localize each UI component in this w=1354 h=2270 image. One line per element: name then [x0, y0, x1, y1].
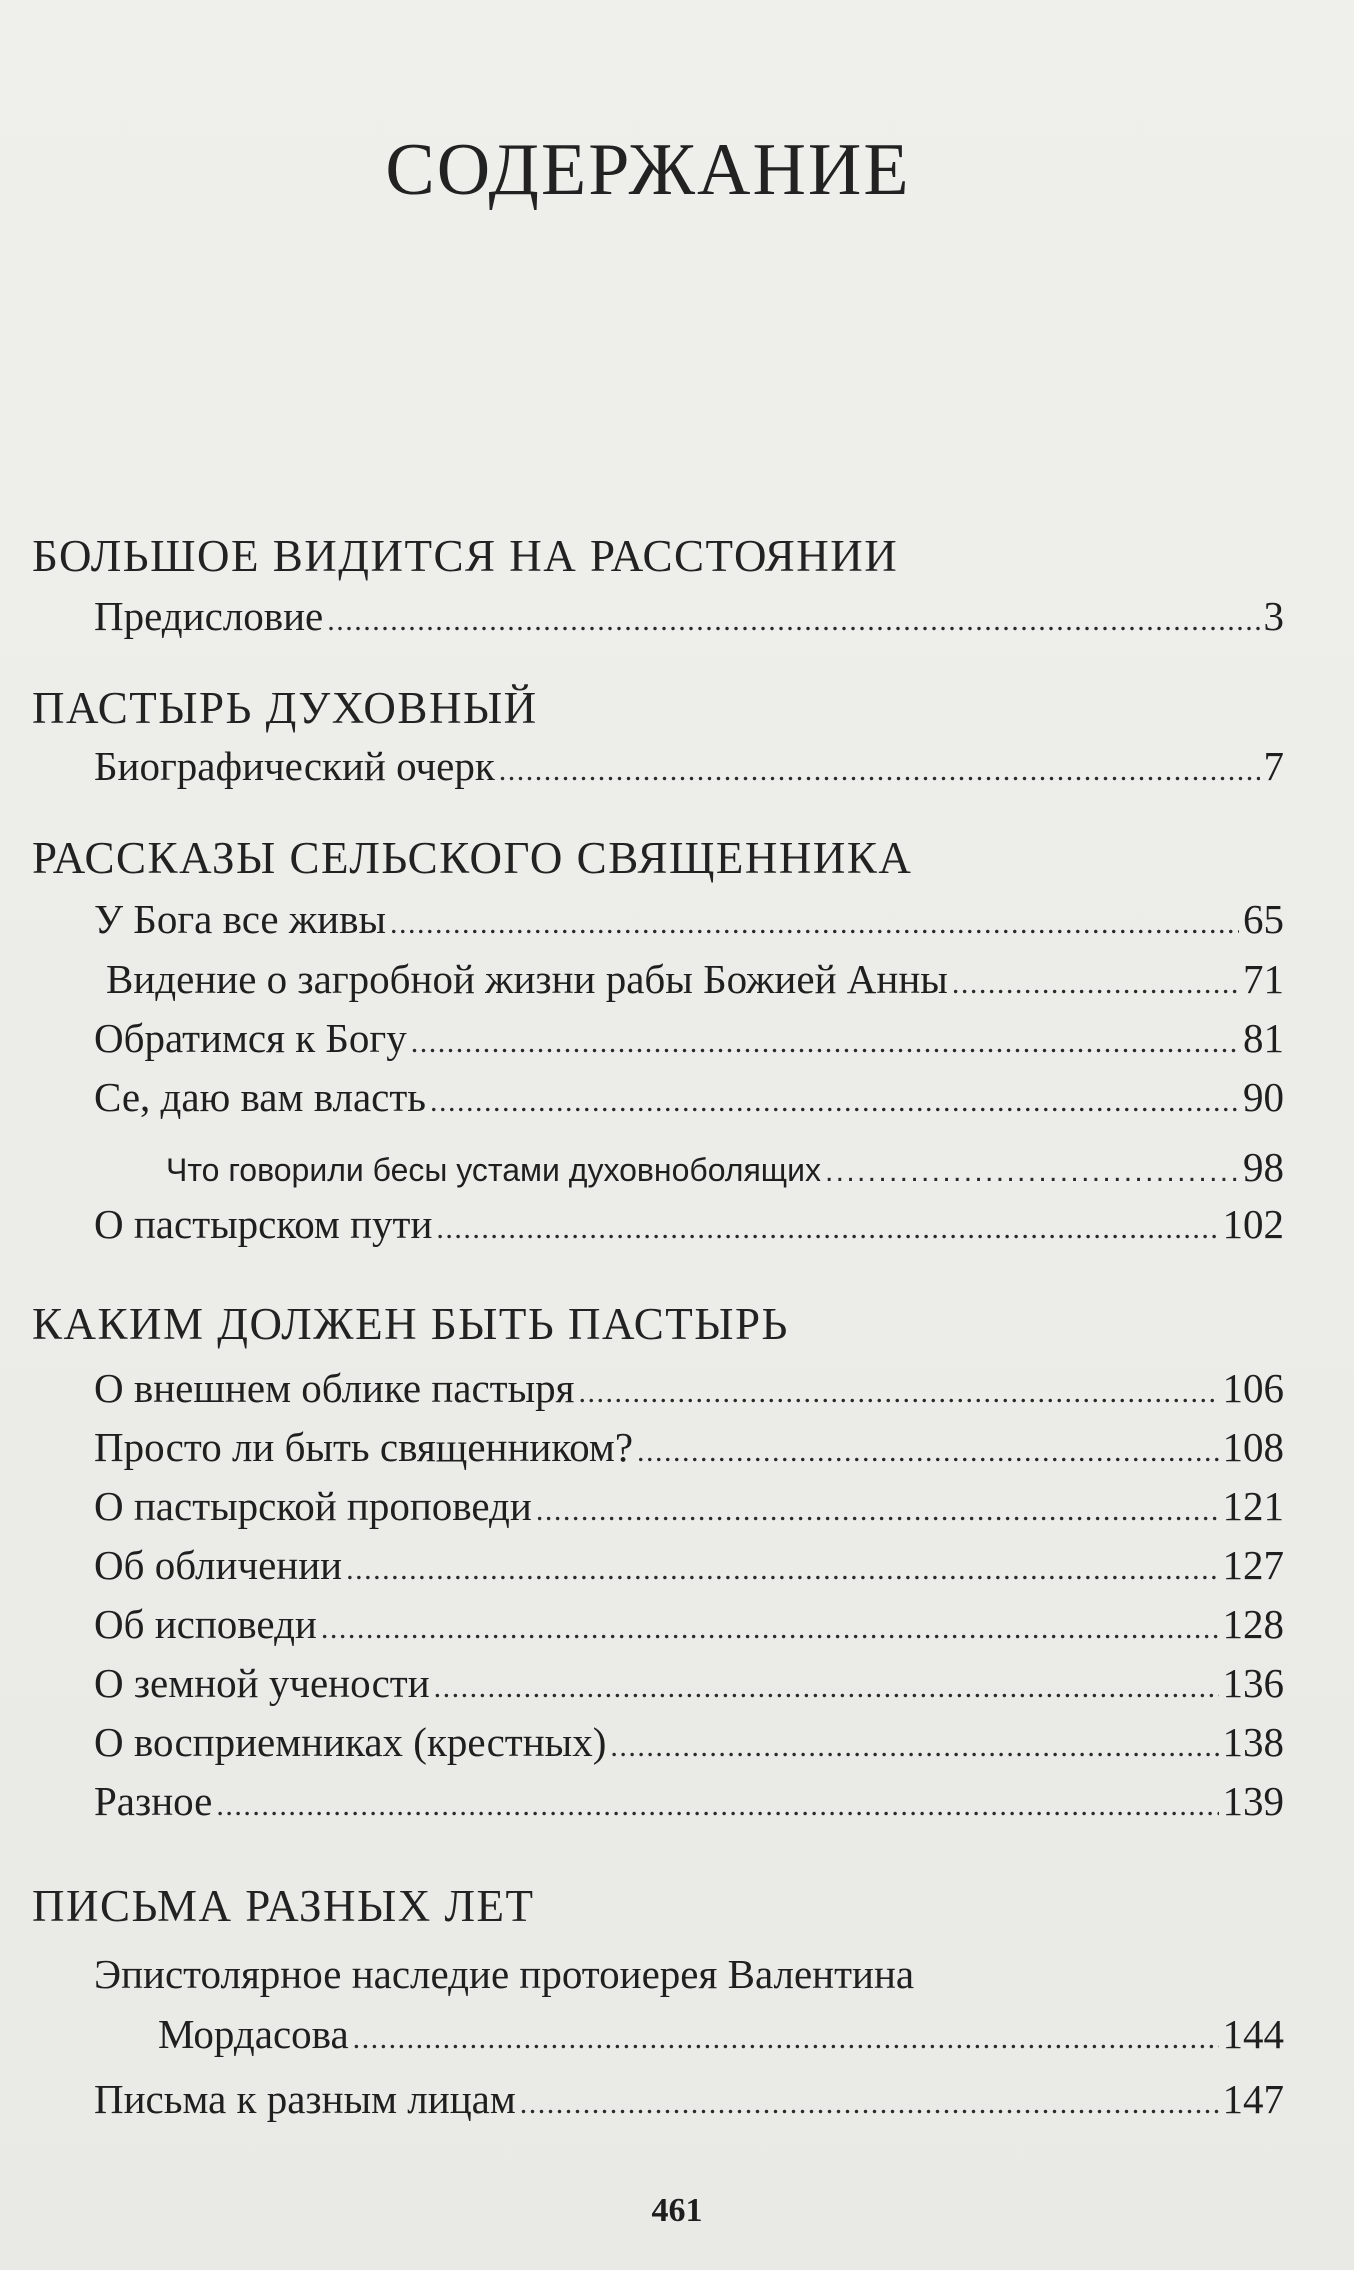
page-number: 461 — [651, 2192, 703, 2229]
toc-entry[interactable] — [94, 1200, 1284, 1248]
entry-title: Видение о загробной жизни рабы Божией Анны — [106, 956, 948, 1002]
toc-entry[interactable] — [94, 742, 1284, 790]
entry-title: О пастырском пути — [94, 1201, 433, 1247]
toc-entry[interactable] — [94, 1541, 1284, 1589]
entry-title-line1[interactable]: Эпистолярное наследие протоиерея Валентина — [94, 1951, 915, 1997]
entry-page-number: 144 — [1222, 2011, 1284, 2057]
entry-page-number: 139 — [1222, 1778, 1284, 1824]
toc-entry[interactable] — [94, 592, 1284, 640]
toc-entry[interactable] — [94, 895, 1284, 943]
toc-entry[interactable] — [94, 1482, 1284, 1530]
entry-page-number: 81 — [1243, 1015, 1284, 1061]
toc-entry[interactable] — [94, 1777, 1284, 1825]
entry-title: Биографический очерк — [94, 743, 495, 789]
toc-entry[interactable] — [94, 2075, 1284, 2123]
entry-page-number: 127 — [1222, 1542, 1284, 1588]
entry-page-number: 65 — [1243, 896, 1284, 942]
entry-title: У Бога все живы — [94, 896, 387, 942]
toc-entry[interactable] — [106, 955, 1284, 1003]
entry-title: Письма к разным лицам — [94, 2076, 516, 2122]
entry-page-number: 71 — [1243, 956, 1284, 1002]
toc-entry[interactable] — [94, 1600, 1284, 1648]
entry-title: О восприемниках (крестных) — [94, 1719, 607, 1765]
entry-page-number: 90 — [1243, 1074, 1284, 1120]
dot-leader — [952, 955, 1239, 1003]
entry-title: О внешнем облике пастыря — [94, 1365, 575, 1411]
entry-title: Об обличении — [94, 1542, 343, 1588]
entry-title: Просто ли быть священником? — [94, 1424, 634, 1470]
toc-subentry[interactable] — [166, 1143, 1284, 1191]
entry-page-number: 121 — [1222, 1483, 1284, 1529]
toc-entry[interactable] — [94, 1718, 1284, 1766]
entry-page-number: 102 — [1222, 1201, 1284, 1247]
section-heading: КАКИМ ДОЛЖЕН БЫТЬ ПАСТЫРЬ — [32, 1299, 789, 1349]
entry-page-number: 128 — [1222, 1601, 1284, 1647]
entry-title: Что говорили бесы устами духовноболящих — [166, 1152, 821, 1188]
entry-page-number: 106 — [1222, 1365, 1284, 1411]
entry-title: Об исповеди — [94, 1601, 317, 1647]
toc-entry[interactable] — [94, 1364, 1284, 1412]
entry-page-number: 136 — [1222, 1660, 1284, 1706]
toc-entry[interactable] — [94, 1014, 1284, 1062]
section-heading: БОЛЬШОЕ ВИДИТСЯ НА РАССТОЯНИИ — [32, 531, 899, 581]
page-title: СОДЕРЖАНИЕ — [385, 129, 911, 211]
toc-entry[interactable] — [94, 1423, 1284, 1471]
dot-leader — [579, 1364, 1219, 1412]
entry-page-number: 147 — [1222, 2076, 1284, 2122]
entry-title: О земной учености — [94, 1660, 430, 1706]
toc-entry[interactable] — [94, 1659, 1284, 1707]
entry-title: Обратимся к Богу — [94, 1015, 407, 1061]
section-heading: ПАСТЫРЬ ДУХОВНЫЙ — [32, 683, 538, 733]
dot-leader — [353, 2010, 1219, 2058]
toc-entry[interactable] — [94, 1073, 1284, 1121]
entry-page-number: 98 — [1243, 1144, 1284, 1190]
dot-leader — [520, 2075, 1219, 2123]
dot-leader — [430, 1073, 1239, 1121]
section-heading: ПИСЬМА РАЗНЫХ ЛЕТ — [32, 1881, 535, 1931]
dot-leader — [436, 1200, 1218, 1248]
dot-leader — [327, 592, 1259, 640]
dot-leader — [610, 1718, 1218, 1766]
dot-leader — [499, 742, 1260, 790]
section-heading: РАССКАЗЫ СЕЛЬСКОГО СВЯЩЕННИКА — [32, 833, 913, 883]
dot-leader — [390, 895, 1239, 943]
entry-title: Предисловие — [94, 593, 324, 639]
entry-title: Мордасова — [158, 2011, 349, 2057]
entry-page-number: 7 — [1263, 743, 1284, 789]
dot-leader — [825, 1152, 1239, 1189]
dot-leader — [411, 1014, 1239, 1062]
entry-title: Разное — [94, 1778, 213, 1824]
dot-leader — [321, 1600, 1219, 1648]
entry-title: Се, даю вам власть — [94, 1074, 426, 1120]
entry-page-number: 138 — [1222, 1719, 1284, 1765]
toc-entry[interactable] — [158, 2010, 1284, 2058]
dot-leader — [536, 1482, 1219, 1530]
entry-page-number: 3 — [1263, 593, 1284, 639]
dot-leader — [637, 1423, 1218, 1471]
dot-leader — [216, 1777, 1218, 1825]
dot-leader — [346, 1541, 1218, 1589]
entry-title: О пастырской проповеди — [94, 1483, 532, 1529]
entry-page-number: 108 — [1222, 1424, 1284, 1470]
dot-leader — [434, 1659, 1219, 1707]
